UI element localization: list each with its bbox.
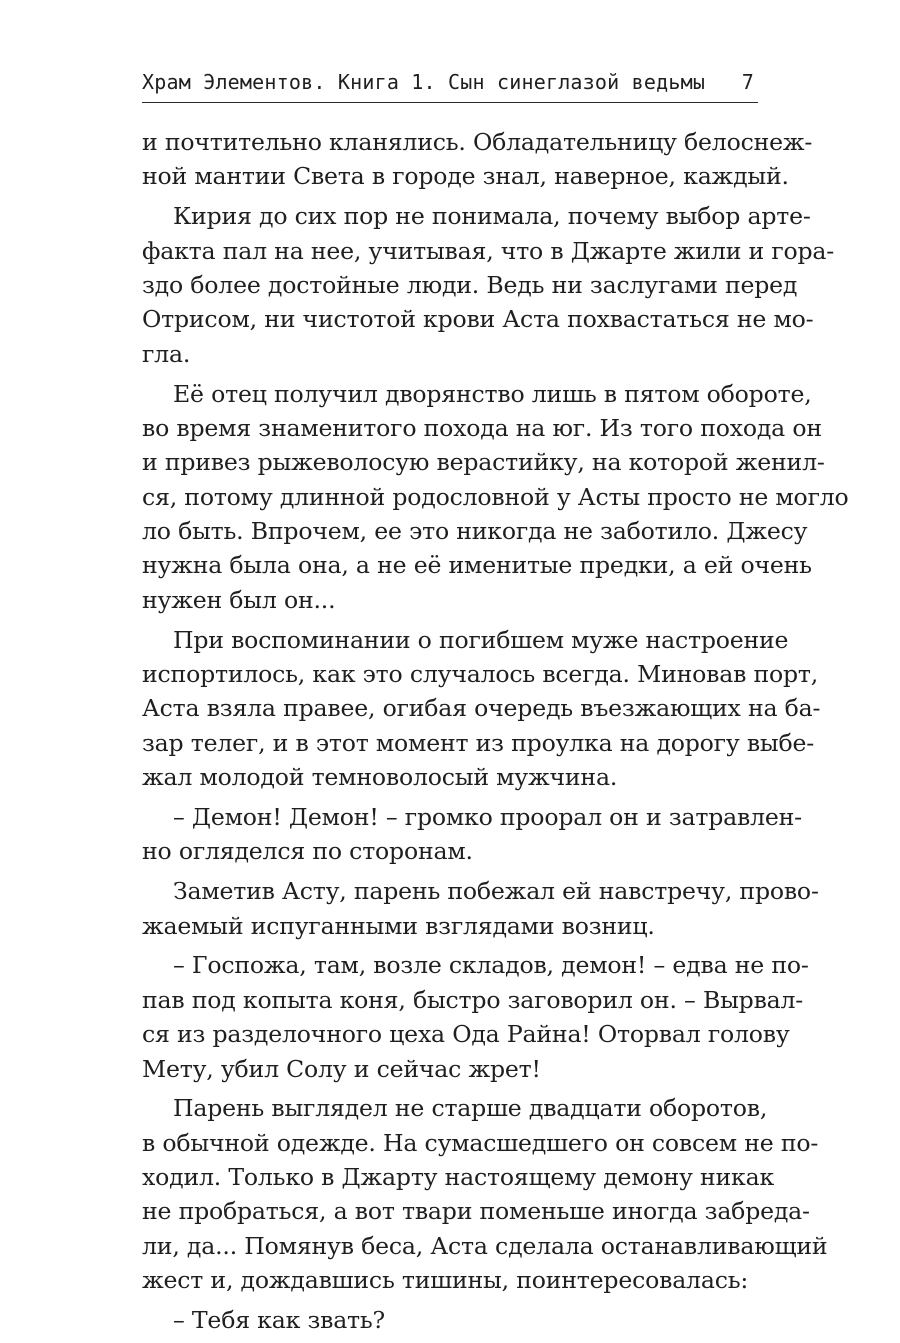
paragraph [142,623,821,795]
paragraph [142,199,835,371]
text-line: ходил. Только в Джарту настоящему демону никак [142,1163,774,1192]
paragraph [142,874,819,943]
text-line: ся, потому длинной родословной у Асты просто не могло [142,482,849,511]
text-line: и почтительно кланялись. Обладательницу белоснеж- [142,128,813,156]
text-line: Заметив Асту, парень побежал ей навстречу, прово- [173,877,819,906]
paragraph [142,948,809,1086]
body-text [142,125,849,1343]
text-line: ли, да... Помянув беса, Аста сделала останавливающий [142,1231,828,1260]
text-line: Кирия до сих пор не понимала, почему выбор арте- [173,202,811,231]
text-line: – Госпожа, там, возле складов, демон! – едва не по- [173,951,809,980]
paragraph [142,377,849,618]
text-line: здо более достойные люди. Ведь ни заслугами перед [142,270,798,299]
text-line: факта пал на нее, учитывая, что в Джарте жили и гора- [142,236,835,265]
text-line: пав под копыта коня, быстро заговорил он. – Вырвал- [142,985,804,1014]
text-line: и привез рыжеволосую верастийку, на которой женил- [142,448,825,477]
text-line: жал молодой темноволосый мужчина. [142,763,618,792]
text-line: зар телег, и в этот момент из проулка на дорогу выбе- [142,728,815,757]
text-line: но огляделся по сторонам. [142,837,473,866]
text-line: в обычной одежде. На сумасшедшего он совсем не по- [142,1128,819,1157]
text-line: Парень выглядел не старше двадцати оборотов, [173,1094,768,1123]
text-line: не пробраться, а вот твари поменьше иногда забреда- [142,1197,810,1226]
text-line: Аста взяла правее, огибая очередь въезжающих на ба- [142,694,821,723]
text-line: Мету, убил Солу и сейчас жрет! [142,1054,541,1083]
page-number: 7 [741,70,754,94]
paragraph [142,800,802,869]
text-line: жаемый испуганными взглядами возниц. [142,911,655,940]
text-line: ной мантии Света в городе знал, наверное, каждый. [142,162,789,191]
paragraph [142,1303,758,1337]
text-line: гла. [142,339,191,368]
text-line: При воспоминании о погибшем муже настроение [173,625,789,654]
text-line: испортилось, как это случалось всегда. Миновав порт, [142,660,819,689]
text-line: жест и, дождавшись тишины, поинтересовалась: [142,1266,749,1295]
text-line: ло быть. Впрочем, ее это никогда не заботило. Джесу [142,517,808,546]
text-line: ся из разделочного цеха Ода Райна! Оторвал голову [142,1020,790,1049]
text-line: – Тебя как звать? [173,1306,386,1335]
text-line: нужен был он... [142,585,336,614]
text-line: Её отец получил дворянство лишь в пятом обороте, [173,379,812,408]
running-title: Храм Элементов. Книга 1. Сын синеглазой ведьмы [142,70,706,94]
paragraph [142,1091,828,1297]
text-line: Отрисом, ни чистотой крови Аста похвастаться не мо- [142,305,814,334]
paragraph [142,125,813,194]
text-line: – Демон! Демон! – громко проорал он и затравлен- [173,802,802,831]
text-line: во время знаменитого похода на юг. Из того похода он [142,413,822,442]
running-header [142,66,758,103]
text-line: нужна была она, а не её именитые предки, а ей очень [142,551,812,580]
